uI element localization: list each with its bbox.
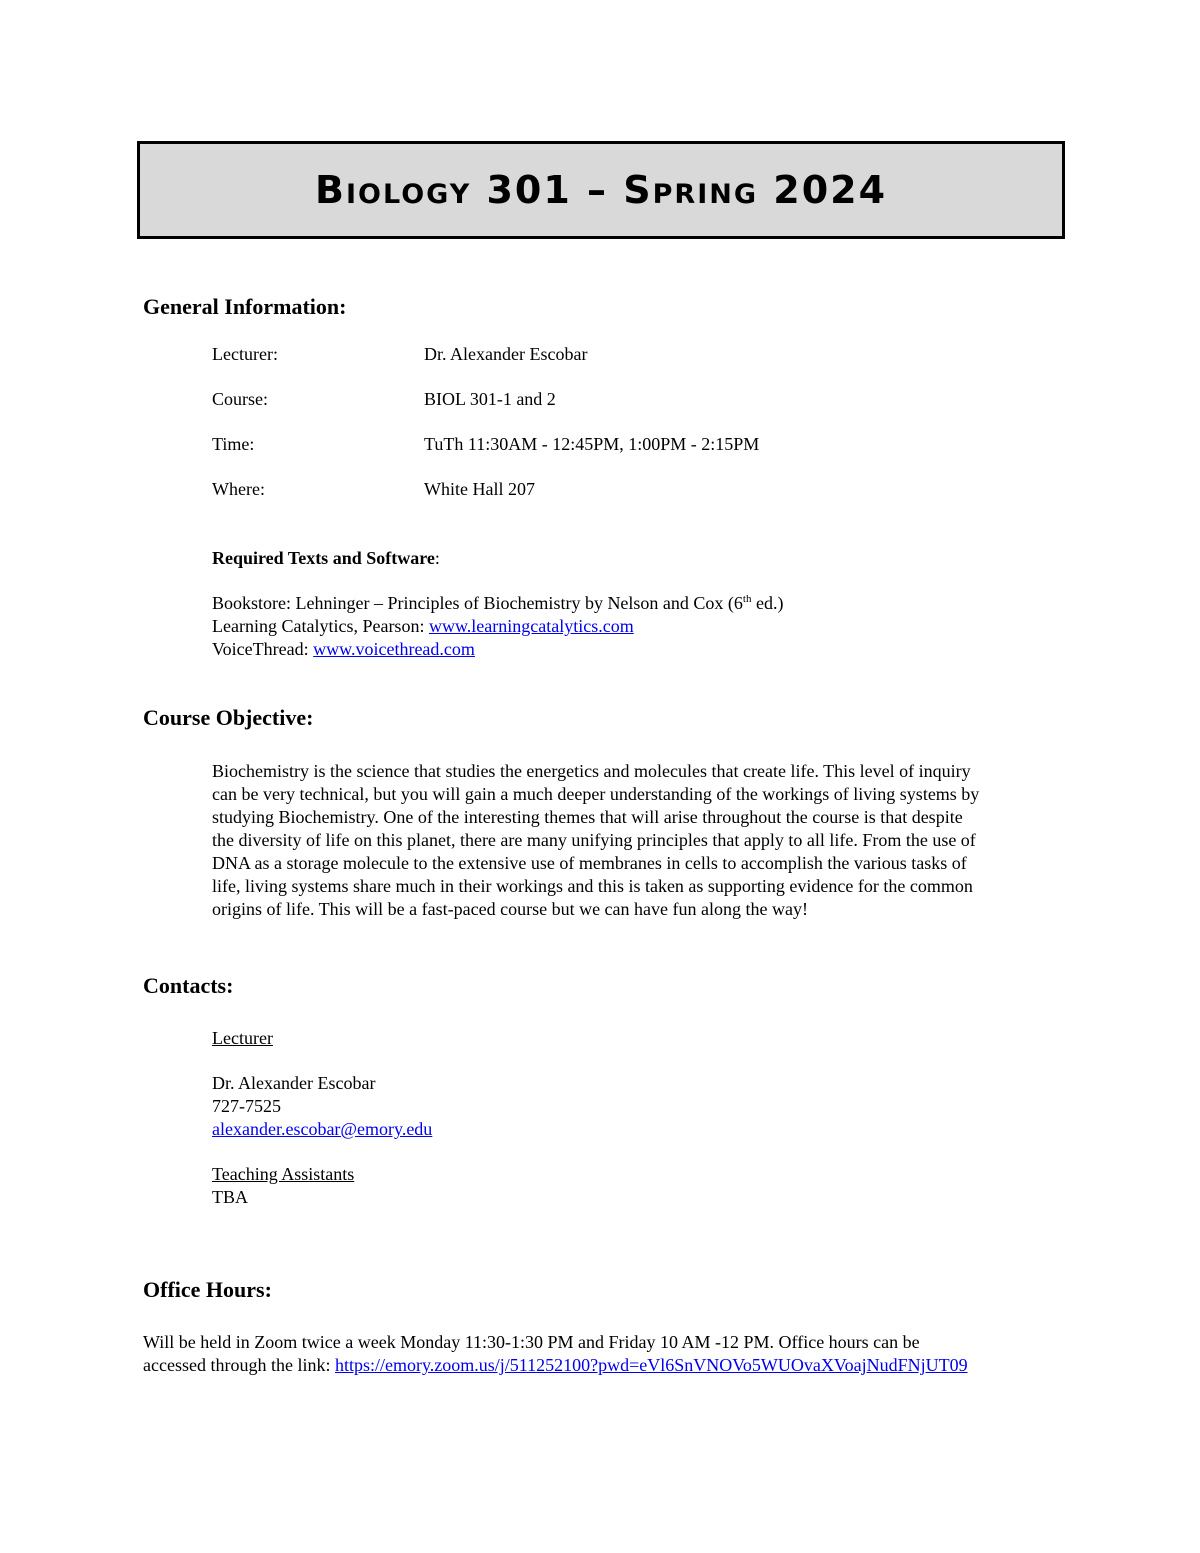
spacer <box>212 1050 432 1072</box>
title-box <box>137 141 1065 239</box>
info-label: Where: <box>212 479 265 499</box>
office-hours-paragraph <box>143 1331 968 1377</box>
bookstore-line <box>212 592 783 615</box>
contacts-heading: Contacts: <box>143 973 234 998</box>
info-label: Lecturer: <box>212 344 278 364</box>
teaching-assistants-subheading: Teaching Assistants <box>212 1164 355 1184</box>
office-hours-heading: Office Hours: <box>143 1277 272 1302</box>
bookstore-text: Bookstore: Lehninger – Principles of Biochemistry by Nelson and Cox (6 <box>212 593 743 613</box>
learning-catalytics-text: Learning Catalytics, Pearson: <box>212 616 429 636</box>
bookstore-suffix: ed.) <box>751 593 784 613</box>
teaching-assistants-value: TBA <box>212 1187 248 1207</box>
required-texts-colon: : <box>434 548 440 568</box>
info-value: Dr. Alexander Escobar <box>424 344 588 364</box>
voicethread-text: VoiceThread: <box>212 639 314 659</box>
lecturer-contact <box>212 1027 432 1209</box>
spacer <box>212 1141 432 1163</box>
office-hours-link-line <box>143 1354 968 1377</box>
learning-catalytics-link[interactable]: www.learningcatalytics.com <box>428 616 634 636</box>
course-objective-heading: Course Objective: <box>143 705 314 730</box>
lecturer-subheading: Lecturer <box>212 1028 273 1048</box>
objective-line: the diversity of life on this planet, there are many unifying principles that apply to all life. From the use of <box>212 830 976 850</box>
course-objective-paragraph <box>212 760 979 921</box>
lecturer-phone: 727-7525 <box>212 1096 281 1116</box>
learning-catalytics-line <box>212 615 783 638</box>
edition-superscript: th <box>742 593 752 605</box>
objective-line: can be very technical, but you will gain a much deeper understanding of the workings of living systems by <box>212 784 980 804</box>
info-value: White Hall 207 <box>424 479 535 499</box>
info-value: BIOL 301-1 and 2 <box>424 389 556 409</box>
lecturer-email-line <box>212 1118 432 1141</box>
objective-line: studying Biochemistry. One of the interesting themes that will arise throughout the course is that despite <box>212 807 963 827</box>
required-texts-title: Required Texts and Software <box>212 548 435 568</box>
office-hours-link-prefix: accessed through the link: <box>143 1355 335 1375</box>
voicethread-line <box>212 638 783 661</box>
objective-line: DNA as a storage molecule to the extensive use of membranes in cells to accomplish the various tasks of <box>212 853 967 873</box>
required-texts-list <box>212 592 783 661</box>
page-title: Biology 301 – Spring 2024 <box>314 168 888 212</box>
objective-line: origins of life. This will be a fast-paced course but we can have fun along the way! <box>212 899 808 919</box>
info-label: Time: <box>212 434 255 454</box>
info-label: Course: <box>212 389 268 409</box>
info-value: TuTh 11:30AM - 12:45PM, 1:00PM - 2:15PM <box>424 434 760 454</box>
lecturer-email-link[interactable]: alexander.escobar@emory.edu <box>212 1119 433 1139</box>
required-texts-heading <box>212 547 440 570</box>
voicethread-link[interactable]: www.voicethread.com <box>313 639 475 659</box>
office-hours-line: Will be held in Zoom twice a week Monday 11:30-1:30 PM and Friday 10 AM -12 PM. Office hours can be <box>143 1332 920 1352</box>
objective-line: life, living systems share much in their workings and this is taken as supporting evidence for the common <box>212 876 973 896</box>
zoom-link[interactable]: https://emory.zoom.us/j/511252100?pwd=eVl6SnVNOVo5WUOvaXVoajNudFNjUT09 <box>334 1355 968 1375</box>
general-information-heading: General Information: <box>143 294 347 319</box>
lecturer-name: Dr. Alexander Escobar <box>212 1073 376 1093</box>
objective-line: Biochemistry is the science that studies the energetics and molecules that create life. This level of inquiry <box>212 761 971 781</box>
